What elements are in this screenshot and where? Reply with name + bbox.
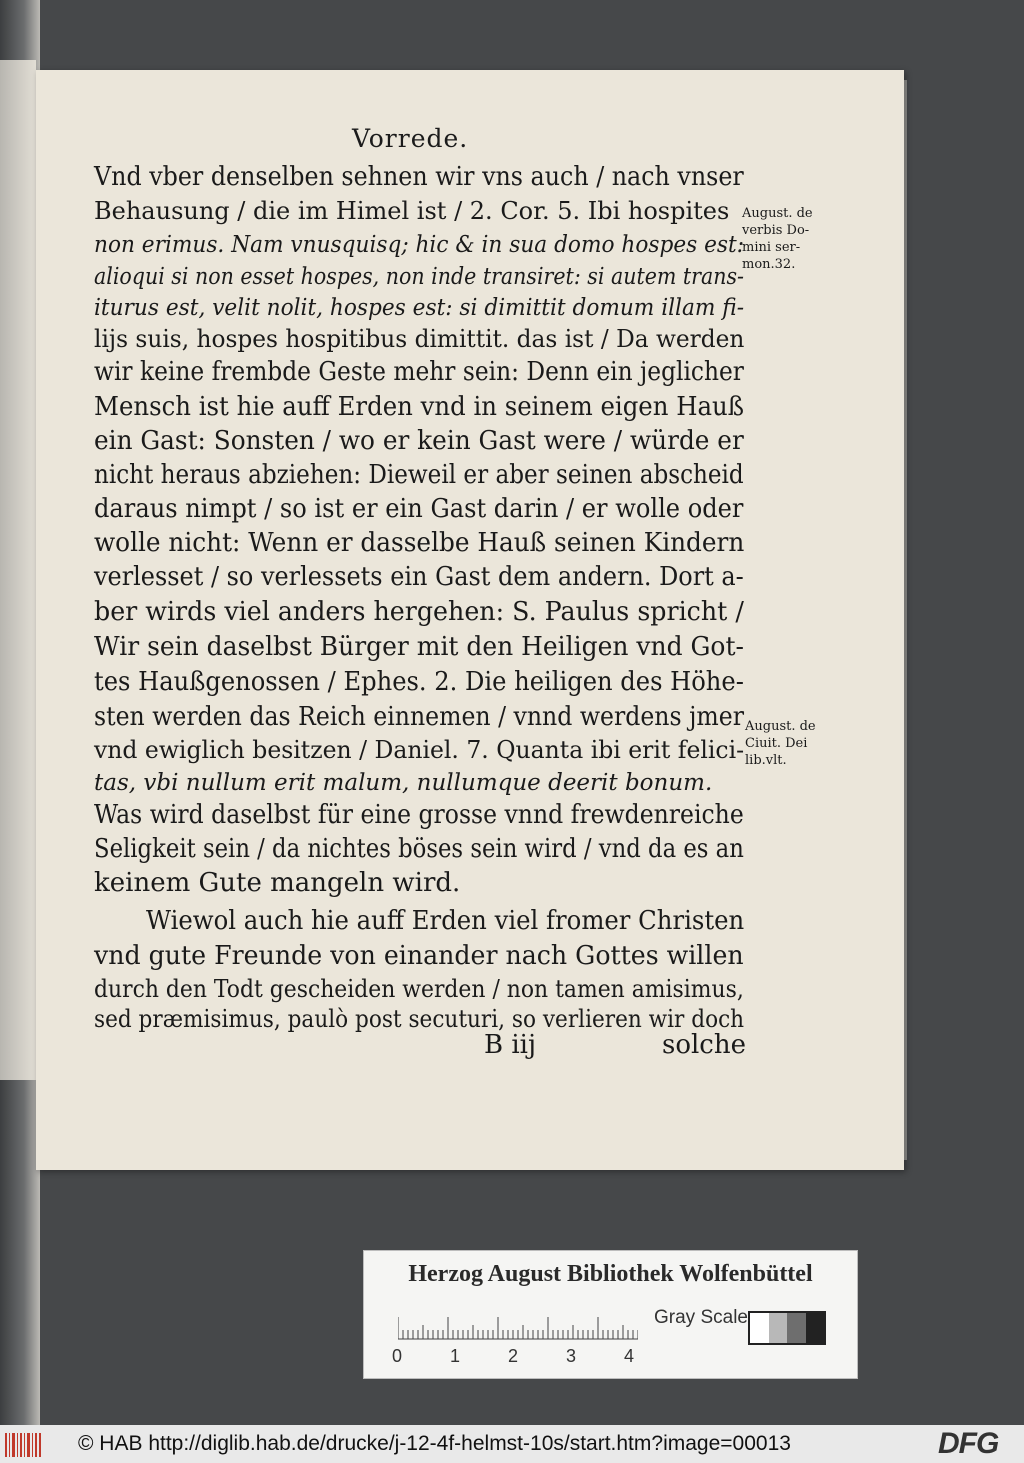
margin-note-1 bbox=[742, 205, 813, 273]
text-line: vnd gute Freunde von einander nach Gottes willen bbox=[94, 941, 744, 971]
margin-note-line: mini ser- bbox=[742, 240, 801, 255]
ruler-number: 2 bbox=[508, 1346, 519, 1366]
text-line: Wiewol auch hie auff Erden viel fromer Christen bbox=[146, 906, 745, 936]
text-line: alioqui si non esset hospes, non inde transiret: si autem trans- bbox=[94, 264, 745, 290]
text-line: tes Haußgenossen / Ephes. 2. Die heiligen des Höhe- bbox=[94, 667, 744, 697]
gray-scale-swatch bbox=[748, 1311, 826, 1345]
text-line: Seligkeit sein / da nichtes böses sein wird / vnd da es an bbox=[94, 834, 744, 864]
viewer-footer bbox=[0, 1425, 1024, 1463]
text-line: ber wirds viel anders hergehen: S. Paulus spricht / bbox=[94, 597, 744, 627]
library-label-card bbox=[363, 1250, 858, 1379]
facing-page-edge bbox=[0, 60, 36, 1080]
library-name: Herzog August Bibliothek Wolfenbüttel bbox=[408, 1261, 813, 1287]
margin-note-line: lib.vlt. bbox=[745, 753, 787, 768]
text-line: lijs suis, hospes hospitibus dimittit. das ist / Da werden bbox=[94, 325, 745, 353]
text-line: sten werden das Reich einnemen / vnnd werdens jmer bbox=[94, 702, 744, 732]
signature-mark: B iij bbox=[484, 1030, 537, 1060]
text-line: daraus nimpt / so ist er ein Gast darin / er wolle oder bbox=[94, 494, 744, 524]
margin-note-line: August. de bbox=[745, 719, 816, 734]
text-line: Behausung / die im Himel ist / 2. Cor. 5. Ibi hospites bbox=[94, 197, 730, 225]
source-url[interactable]: © HAB http://diglib.hab.de/drucke/j-12-4f-helmst-10s/start.htm?image=00013 bbox=[78, 1432, 791, 1455]
ruler-number: 0 bbox=[392, 1346, 403, 1366]
text-line: iturus est, velit nolit, hospes est: si dimittit domum illam fi- bbox=[94, 295, 745, 321]
ruler-numbers bbox=[392, 1346, 652, 1366]
ruler-number: 3 bbox=[566, 1346, 577, 1366]
margin-note-line: verbis Do- bbox=[742, 223, 810, 238]
text-line: Wir sein daselbst Bürger mit den Heiligen vnd Got- bbox=[94, 632, 744, 662]
gray-swatch bbox=[787, 1313, 806, 1343]
text-line: tas, vbi nullum erit malum, nullumque deerit bonum. bbox=[94, 770, 713, 796]
gray-swatch bbox=[750, 1313, 769, 1343]
text-line: wir keine frembde Geste mehr sein: Denn ein jeglicher bbox=[94, 357, 744, 387]
gray-scale-label: Gray Scale bbox=[654, 1307, 748, 1328]
catchword: solche bbox=[662, 1030, 747, 1060]
text-line: durch den Todt gescheiden werden / non tamen amisimus, bbox=[94, 975, 744, 1003]
ruler-number: 4 bbox=[624, 1346, 635, 1366]
text-line: Vnd vber denselben sehnen wir vns auch / nach vnser bbox=[94, 162, 744, 192]
barcode-icon bbox=[4, 1431, 44, 1459]
text-line: keinem Gute mangeln wird. bbox=[94, 868, 461, 898]
margin-note-line: Ciuit. Dei bbox=[745, 736, 808, 751]
text-line: non erimus. Nam vnusquisq; hic & in sua domo hospes est: bbox=[94, 232, 745, 258]
dfg-logo: DFG bbox=[938, 1427, 999, 1460]
gray-swatch bbox=[769, 1313, 788, 1343]
text-line: verlesset / so verlessets ein Gast dem andern. Dort a- bbox=[94, 562, 744, 592]
text-line: wolle nicht: Wenn er dasselbe Hauß seinen Kindern bbox=[94, 528, 745, 558]
margin-note-2 bbox=[745, 718, 816, 769]
text-line: nicht heraus abziehen: Dieweil er aber seinen abscheid bbox=[94, 460, 744, 490]
margin-note-line: August. de bbox=[742, 206, 813, 221]
ruler-number: 1 bbox=[450, 1346, 461, 1366]
margin-note-line: mon.32. bbox=[742, 257, 796, 272]
text-line: vnd ewiglich besitzen / Daniel. 7. Quanta ibi erit felici- bbox=[94, 736, 745, 764]
text-line: ein Gast: Sonsten / wo er kein Gast were / würde er bbox=[94, 426, 744, 456]
page-header: Vorrede. bbox=[352, 124, 469, 153]
text-line: Mensch ist hie auff Erden vnd in seinem eigen Hauß bbox=[94, 392, 745, 422]
text-line: Was wird daselbst für eine grosse vnnd frewdenreiche bbox=[94, 800, 744, 830]
gray-swatch bbox=[806, 1313, 825, 1343]
text-line: sed præmisimus, paulò post secuturi, so verlieren wir doch bbox=[94, 1005, 745, 1033]
measurement-ruler bbox=[398, 1303, 638, 1343]
